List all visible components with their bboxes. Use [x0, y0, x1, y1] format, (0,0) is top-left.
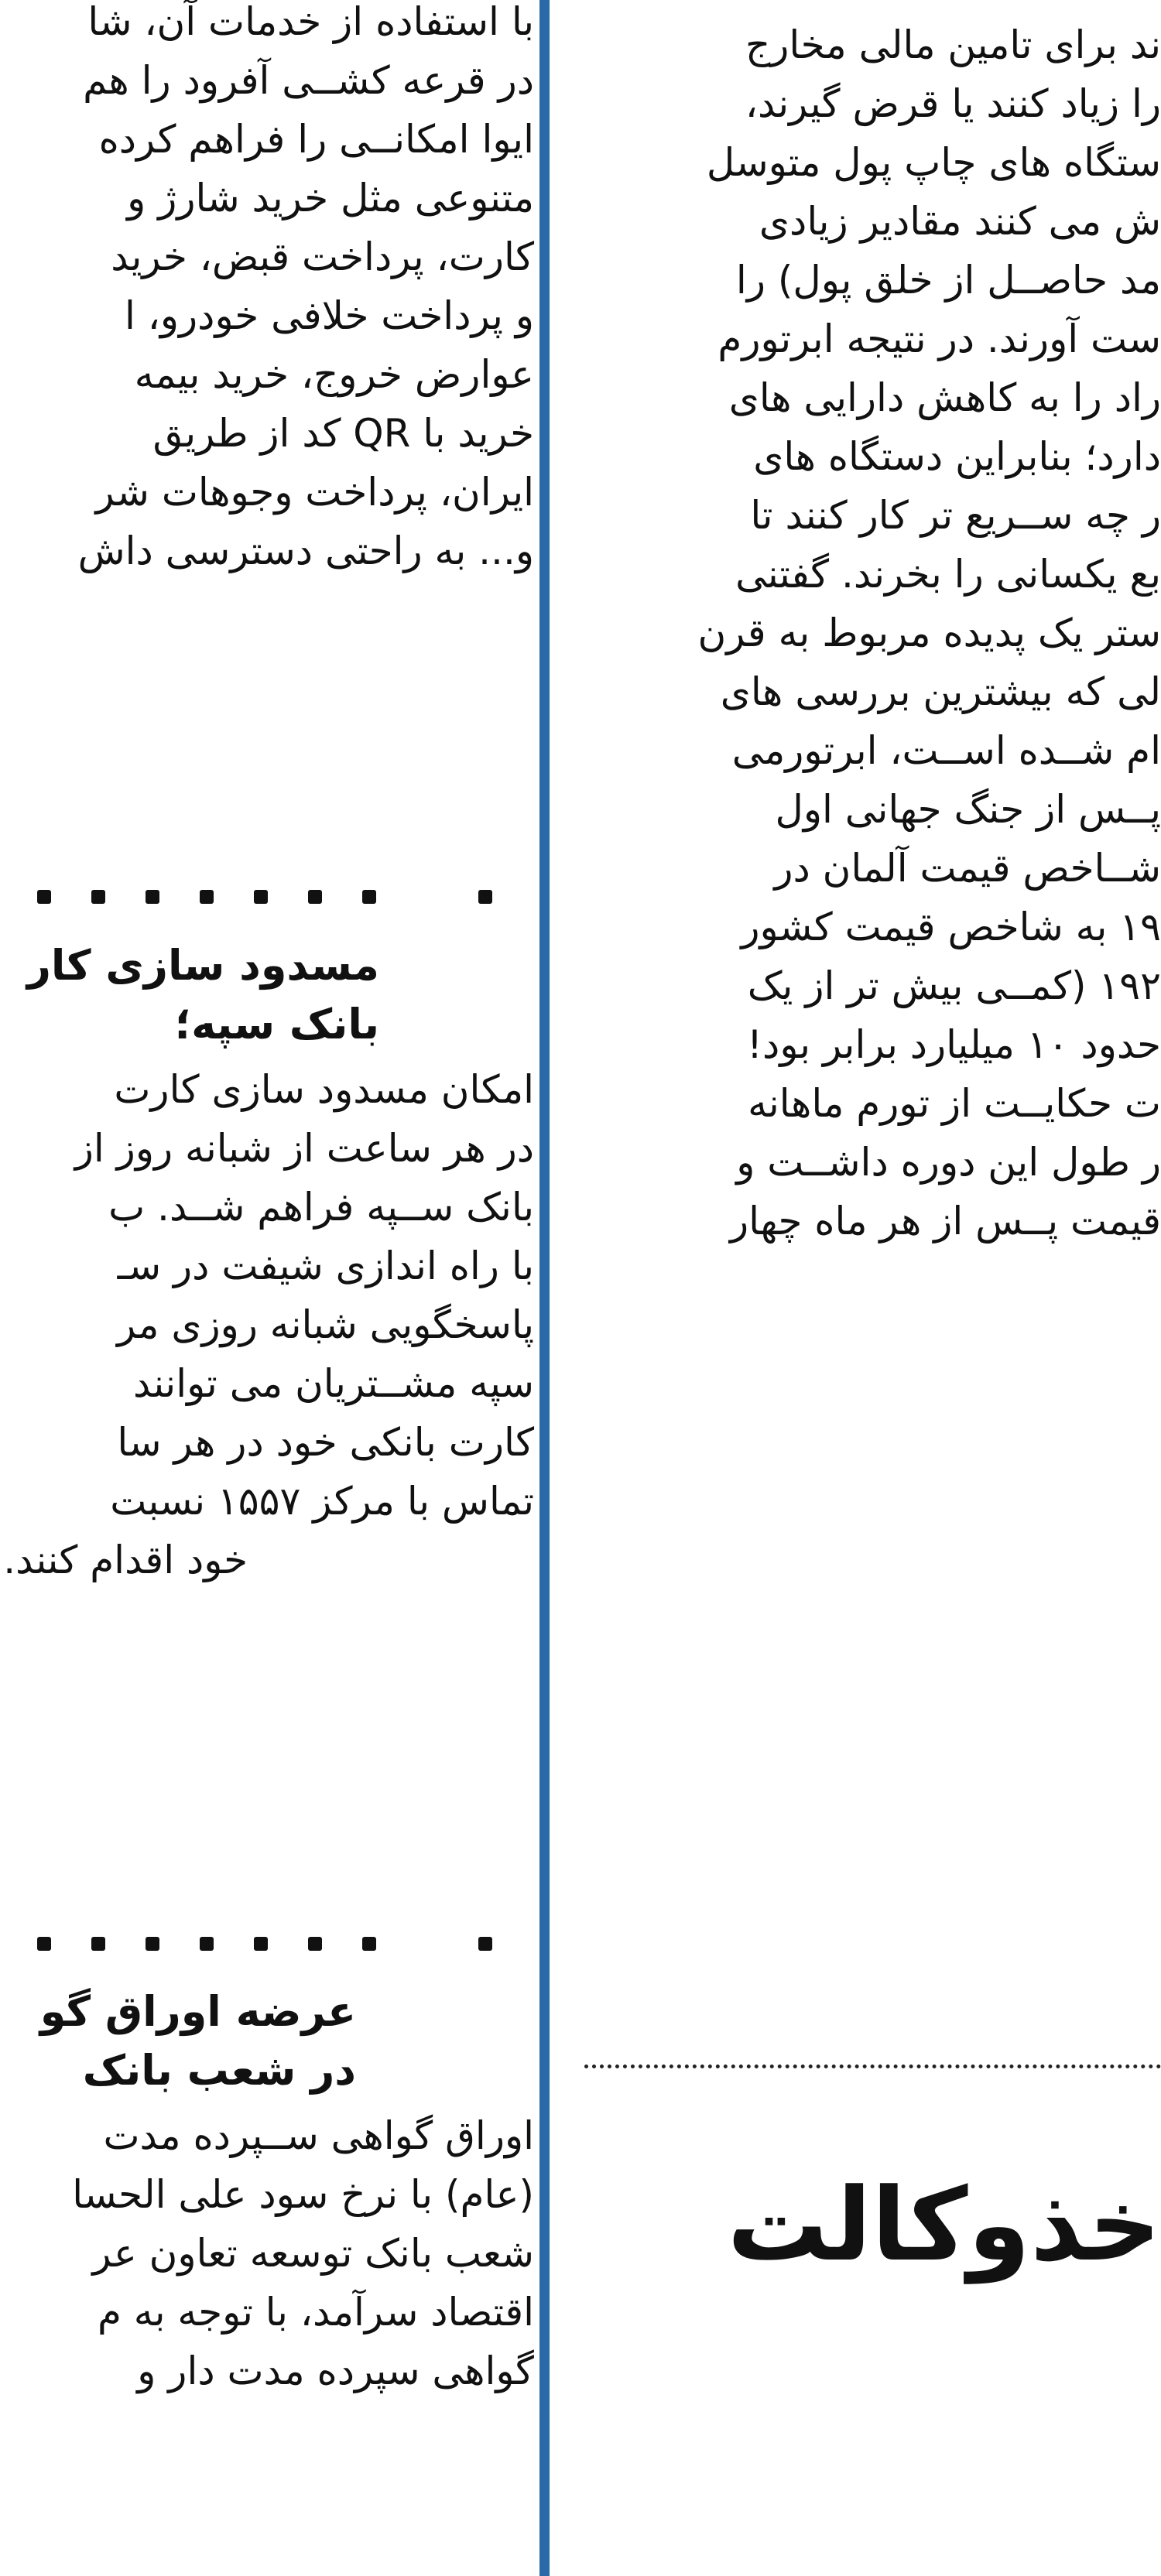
text-line: در هر ساعت از شبانه روز از — [74, 1126, 534, 1171]
separator-dot — [478, 1937, 492, 1951]
separator-dot — [308, 890, 322, 904]
article-heading — [0, 1982, 534, 2100]
left-article-3-text — [0, 2106, 534, 2400]
left-article-2-text — [0, 1060, 534, 1589]
text-line: گواهی سپرده مدت دار و — [137, 2349, 534, 2393]
text-line: و پرداخت خلافی خودرو، ا — [124, 293, 534, 338]
text-line: ند برای تامین مالی مخارج — [745, 22, 1161, 67]
dot-separator — [0, 1937, 534, 1952]
separator-dot — [308, 1937, 322, 1951]
text-line: اوراق گواهی ســپرده مدت — [103, 2113, 534, 2158]
text-line: پــس از جنگ جهانی اول — [775, 787, 1161, 832]
separator-dot — [362, 890, 376, 904]
text-line: ام شــده اســت، ابرتورمی — [731, 728, 1161, 773]
text-line: شعب بانک توسعه تعاون عر — [92, 2231, 534, 2276]
separator-dot — [146, 890, 159, 904]
text-line: ۱۹ به شاخص قیمت کشور — [741, 905, 1161, 949]
text-line: (عام) با نرخ سود علی الحسا — [72, 2172, 534, 2217]
dotted-divider — [584, 2065, 1161, 2068]
separator-dot — [200, 890, 214, 904]
text-line: شــاخص قیمت آلمان در — [774, 846, 1161, 891]
text-line: ایران، پرداخت وجوهات شر — [95, 470, 534, 515]
text-line: امکان مسدود سازی کارت — [114, 1067, 534, 1112]
text-line: مد حاصــل از خلق پول) را — [735, 258, 1161, 303]
text-line: بع یکسانی را بخرند. گفتنی — [735, 552, 1161, 597]
dot-separator — [0, 890, 534, 905]
right-article-text — [577, 15, 1161, 1250]
column-divider — [539, 0, 550, 2576]
text-line: ایوا امکانــی را فراهم کرده — [98, 117, 534, 162]
article-heading — [0, 936, 534, 1054]
separator-dot — [37, 890, 51, 904]
text-line: خود اقدام کنند. — [3, 1538, 248, 1582]
text-line: و... به راحتی دسترسی داش — [77, 529, 534, 573]
text-line: لی که بیشترین بررسی های — [720, 669, 1161, 714]
separator-dot — [146, 1937, 159, 1951]
text-line: ت حکایــت از تورم ماهانه — [748, 1081, 1161, 1126]
separator-dot — [254, 1937, 268, 1951]
text-line: حدود ۱۰ میلیارد برابر بود! — [747, 1022, 1161, 1067]
separator-dot — [200, 1937, 214, 1951]
heading-line: مسدود سازی کار — [26, 941, 379, 990]
text-line: ستر یک پدیده مربوط به قرن — [697, 611, 1161, 655]
text-line: عوارض خروج، خرید بیمه — [134, 352, 534, 397]
text-line: ۱۹۲ (کمــی بیش تر از یک — [747, 963, 1161, 1008]
right-article — [577, 15, 1161, 1250]
text-line: ر طول این دوره داشــت و — [736, 1140, 1161, 1185]
separator-dot — [37, 1937, 51, 1951]
text-line: با استفاده از خدمات آن، شا — [87, 0, 534, 44]
text-line: ر چه ســریع تر کار کنند تا — [750, 493, 1161, 538]
separator-dot — [91, 1937, 105, 1951]
separator-dot — [362, 1937, 376, 1951]
text-line: خرید با QR کد از طریق — [152, 411, 534, 456]
text-line: بانک ســپه فراهم شــد. ب — [108, 1185, 534, 1230]
text-line: قیمت پــس از هر ماه چهار — [730, 1199, 1161, 1244]
text-line: ستگاه های چاپ پول متوسل — [706, 140, 1161, 185]
text-line: را زیاد کنند یا قرض گیرند، — [745, 81, 1161, 126]
left-heading-2 — [0, 1982, 534, 2100]
text-line: اقتصاد سرآمد، با توجه به م — [97, 2290, 534, 2335]
text-line: راد را به کاهش دارایی های — [728, 375, 1161, 420]
text-line: متنوعی مثل خرید شارژ و — [127, 176, 534, 221]
heading-line: بانک سپه؛ — [174, 1000, 379, 1049]
text-line: کارت، پرداخت قبض، خرید — [111, 234, 534, 279]
separator-dot — [91, 890, 105, 904]
text-line: تماس با مرکز ۱۵۵۷ نسبت — [110, 1479, 534, 1524]
left-article-2 — [0, 1060, 534, 1589]
separator-dot — [254, 890, 268, 904]
text-line: سپه مشــتریان می توانند — [132, 1361, 534, 1406]
section-headline: خذوکالت — [727, 2166, 1161, 2284]
left-article-1 — [0, 0, 534, 580]
left-heading-1 — [0, 936, 534, 1054]
heading-line: عرضه اوراق گو — [39, 1987, 356, 2036]
text-line: با راه اندازی شیفت در سـ — [117, 1244, 534, 1288]
left-article-3 — [0, 2106, 534, 2400]
text-line: پاسخگویی شبانه روزی مر — [117, 1302, 534, 1347]
text-line: در قرعه کشــی آفرود را هم — [83, 58, 534, 103]
text-line: دارد؛ بنابراین دستگاه های — [753, 434, 1161, 479]
text-line: ش می کنند مقادیر زیادی — [759, 199, 1161, 244]
text-line: ست آورند. در نتیجه ابرتورم — [717, 316, 1161, 361]
separator-dot — [478, 890, 492, 904]
heading-line: در شعب بانک — [82, 2046, 356, 2095]
text-line: کارت بانکی خود در هر سا — [117, 1420, 534, 1465]
left-article-1-text — [0, 0, 534, 580]
left-column — [0, 0, 534, 2576]
